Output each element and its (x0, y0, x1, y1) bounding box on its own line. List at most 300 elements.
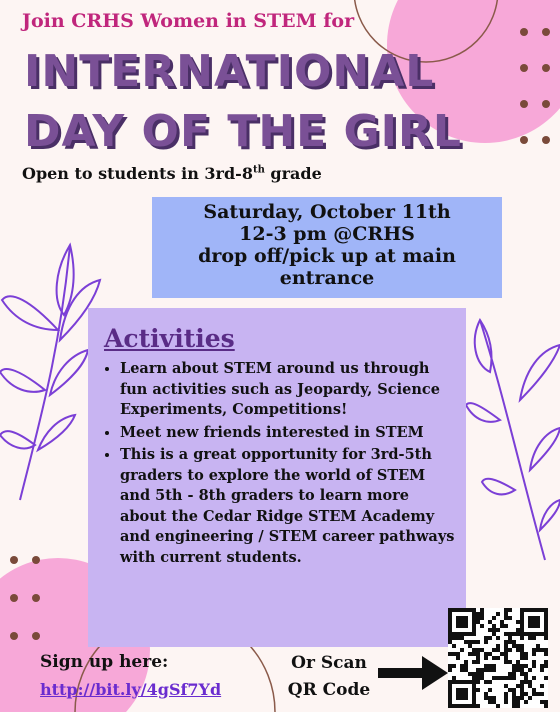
qr-module (456, 620, 460, 624)
qr-module (512, 688, 516, 692)
qr-module (472, 652, 476, 656)
qr-module (460, 688, 464, 692)
qr-module (472, 680, 476, 684)
qr-module (456, 616, 460, 620)
qr-module (532, 620, 536, 624)
qr-module (532, 648, 536, 652)
title-line-2: DAY OF THE GIRL (24, 106, 462, 157)
qr-module (532, 652, 536, 656)
qr-module (496, 704, 500, 708)
qr-module (476, 640, 480, 644)
qr-module (476, 612, 480, 616)
qr-module (508, 640, 512, 644)
qr-module (448, 680, 452, 684)
decor-dot (520, 28, 528, 36)
qr-module (484, 664, 488, 668)
qr-module (472, 624, 476, 628)
qr-module (460, 692, 464, 696)
qr-module (488, 700, 492, 704)
qr-module (472, 608, 476, 612)
decor-dot (32, 594, 40, 602)
qr-module (544, 624, 548, 628)
qr-module (472, 648, 476, 652)
qr-module (544, 652, 548, 656)
qr-module (516, 620, 520, 624)
qr-module (456, 608, 460, 612)
qr-module (492, 648, 496, 652)
qr-module (456, 692, 460, 696)
qr-module (540, 632, 544, 636)
qr-module (520, 636, 524, 640)
qr-module (512, 704, 516, 708)
scan-label-line-1: Or Scan (291, 653, 367, 673)
qr-module (508, 616, 512, 620)
qr-module (464, 680, 468, 684)
qr-module (448, 652, 452, 656)
signup-link[interactable]: http://bit.ly/4gSf7Yd (40, 680, 222, 699)
qr-module (516, 644, 520, 648)
qr-module (524, 656, 528, 660)
decor-dot (32, 632, 40, 640)
qr-module (488, 668, 492, 672)
qr-module (456, 632, 460, 636)
qr-module (496, 676, 500, 680)
leaf-branch-left-icon (0, 245, 100, 500)
qr-module (472, 620, 476, 624)
qr-module (516, 628, 520, 632)
qr-module (452, 608, 456, 612)
qr-module (504, 656, 508, 660)
qr-module (468, 608, 472, 612)
qr-module (512, 700, 516, 704)
qr-module (456, 652, 460, 656)
qr-module (448, 692, 452, 696)
decor-dot (10, 594, 18, 602)
qr-module (492, 700, 496, 704)
qr-module (476, 656, 480, 660)
qr-module (504, 652, 508, 656)
eligibility-text (22, 164, 322, 183)
activities-list (102, 359, 456, 568)
qr-module (528, 684, 532, 688)
qr-module (480, 648, 484, 652)
qr-module (492, 628, 496, 632)
qr-module (540, 648, 544, 652)
qr-module (460, 668, 464, 672)
qr-module (460, 616, 464, 620)
qr-module (532, 616, 536, 620)
qr-module (512, 664, 516, 668)
qr-module (536, 692, 540, 696)
event-date: Saturday, October 11th (203, 201, 451, 223)
qr-module (504, 660, 508, 664)
qr-module (512, 668, 516, 672)
qr-module (472, 692, 476, 696)
qr-module (464, 632, 468, 636)
qr-module (512, 676, 516, 680)
qr-module (488, 664, 492, 668)
qr-module (536, 608, 540, 612)
qr-module (500, 620, 504, 624)
qr-module (472, 616, 476, 620)
qr-module (480, 672, 484, 676)
qr-module (504, 612, 508, 616)
qr-module (492, 676, 496, 680)
qr-module (496, 644, 500, 648)
qr-module (520, 672, 524, 676)
qr-module (492, 696, 496, 700)
qr-module (544, 620, 548, 624)
qr-module (524, 700, 528, 704)
qr-module (520, 684, 524, 688)
qr-module (448, 636, 452, 640)
qr-module (484, 680, 488, 684)
qr-module (532, 624, 536, 628)
qr-module (492, 656, 496, 660)
list-item: • Meet new friends interested in STEM (120, 423, 456, 444)
qr-module (544, 612, 548, 616)
qr-module (460, 636, 464, 640)
qr-module (520, 664, 524, 668)
qr-module (544, 648, 548, 652)
scan-label (277, 650, 381, 704)
arrow-right-icon (378, 656, 448, 690)
qr-module (500, 676, 504, 680)
qr-module (512, 696, 516, 700)
qr-module (508, 660, 512, 664)
qr-module (504, 648, 508, 652)
qr-module (524, 608, 528, 612)
decor-dot (542, 136, 550, 144)
qr-module (528, 608, 532, 612)
qr-module (508, 636, 512, 640)
qr-module (448, 632, 452, 636)
qr-module (484, 656, 488, 660)
qr-module (480, 624, 484, 628)
list-item: • Learn about STEM around us through fun activities such as Jeopardy, Science Experiments, Competitions! (120, 359, 456, 421)
qr-module (512, 640, 516, 644)
eligibility-text-before: Open to students in 3rd-8 (22, 164, 253, 183)
qr-module (528, 680, 532, 684)
qr-module (544, 628, 548, 632)
qr-module (520, 628, 524, 632)
qr-module (456, 624, 460, 628)
qr-module (524, 676, 528, 680)
qr-module (528, 636, 532, 640)
qr-module (524, 632, 528, 636)
qr-module (500, 624, 504, 628)
qr-module (448, 624, 452, 628)
decor-dot (542, 64, 550, 72)
qr-module (484, 640, 488, 644)
qr-module (516, 668, 520, 672)
qr-module (476, 668, 480, 672)
qr-module (448, 616, 452, 620)
qr-module (456, 696, 460, 700)
event-details-box (152, 197, 502, 298)
qr-module (504, 644, 508, 648)
qr-module (532, 688, 536, 692)
qr-module (536, 616, 540, 620)
decor-dot (10, 556, 18, 564)
qr-module (488, 696, 492, 700)
qr-module (492, 664, 496, 668)
qr-module (540, 684, 544, 688)
qr-module (448, 684, 452, 688)
qr-module (448, 640, 452, 644)
qr-module (508, 608, 512, 612)
qr-module (472, 696, 476, 700)
qr-module (448, 668, 452, 672)
qr-module (448, 696, 452, 700)
qr-module (488, 620, 492, 624)
signup-label: Sign up here: (40, 652, 169, 672)
qr-module (524, 664, 528, 668)
title-line-1: INTERNATIONAL (24, 46, 435, 97)
qr-module (468, 704, 472, 708)
qr-module (452, 680, 456, 684)
qr-module (468, 672, 472, 676)
qr-module (452, 676, 456, 680)
qr-module (520, 624, 524, 628)
qr-module (544, 676, 548, 680)
qr-module (460, 696, 464, 700)
qr-module (448, 628, 452, 632)
qr-module (544, 704, 548, 708)
qr-module (476, 652, 480, 656)
decor-dot (32, 556, 40, 564)
qr-module (464, 608, 468, 612)
qr-module (504, 700, 508, 704)
qr-module (532, 692, 536, 696)
qr-module (520, 644, 524, 648)
qr-module (520, 696, 524, 700)
qr-module (504, 696, 508, 700)
qr-module (480, 616, 484, 620)
qr-module (464, 688, 468, 692)
qr-module (540, 608, 544, 612)
qr-module (520, 692, 524, 696)
qr-module (460, 624, 464, 628)
qr-module (520, 680, 524, 684)
qr-module (472, 676, 476, 680)
qr-module (476, 676, 480, 680)
qr-module (532, 632, 536, 636)
qr-module (484, 692, 488, 696)
qr-module (508, 688, 512, 692)
qr-module (456, 704, 460, 708)
qr-module (496, 628, 500, 632)
qr-module (488, 680, 492, 684)
qr-module (528, 632, 532, 636)
qr-module (476, 660, 480, 664)
qr-module (532, 636, 536, 640)
qr-module (476, 648, 480, 652)
qr-module (464, 640, 468, 644)
qr-module (544, 660, 548, 664)
qr-module (448, 688, 452, 692)
qr-module (460, 632, 464, 636)
qr-module (456, 636, 460, 640)
qr-module (504, 684, 508, 688)
qr-module (524, 652, 528, 656)
decor-dot (10, 632, 18, 640)
qr-module (464, 668, 468, 672)
qr-module (516, 660, 520, 664)
qr-module (528, 624, 532, 628)
qr-module (524, 672, 528, 676)
qr-module (520, 688, 524, 692)
qr-module (532, 664, 536, 668)
qr-module (508, 672, 512, 676)
qr-module (520, 656, 524, 660)
decor-dot (542, 100, 550, 108)
qr-module (544, 608, 548, 612)
eligibility-superscript: th (252, 164, 265, 176)
qr-module (452, 636, 456, 640)
qr-module (508, 648, 512, 652)
qr-module (536, 624, 540, 628)
qr-code-icon[interactable] (448, 608, 548, 708)
event-time-place: 12-3 pm @CRHS (239, 223, 415, 245)
qr-module (460, 620, 464, 624)
decor-dot (520, 100, 528, 108)
qr-module (468, 644, 472, 648)
activities-box (88, 308, 466, 647)
qr-module (484, 636, 488, 640)
qr-module (528, 620, 532, 624)
qr-module (536, 620, 540, 624)
qr-module (540, 700, 544, 704)
qr-module (512, 632, 516, 636)
qr-module (460, 648, 464, 652)
qr-module (492, 668, 496, 672)
qr-module (488, 628, 492, 632)
qr-module (480, 612, 484, 616)
qr-module (496, 612, 500, 616)
qr-module (480, 608, 484, 612)
qr-module (464, 620, 468, 624)
qr-module (464, 696, 468, 700)
qr-module (492, 632, 496, 636)
qr-module (464, 704, 468, 708)
qr-module (468, 680, 472, 684)
qr-module (516, 684, 520, 688)
qr-module (472, 660, 476, 664)
qr-module (512, 692, 516, 696)
qr-module (524, 680, 528, 684)
list-item: • This is a great opportunity for 3rd-5th graders to explore the world of STEM and 5th - 8th graders to learn more about the Cedar Ridge STEM Academy and engineering / STEM career pathways with current students. (120, 445, 456, 568)
qr-module (528, 616, 532, 620)
qr-module (544, 632, 548, 636)
qr-module (544, 616, 548, 620)
qr-module (448, 612, 452, 616)
qr-module (520, 620, 524, 624)
qr-module (448, 608, 452, 612)
qr-module (544, 664, 548, 668)
qr-module (464, 624, 468, 628)
qr-module (520, 668, 524, 672)
qr-module (476, 704, 480, 708)
qr-module (448, 704, 452, 708)
qr-module (472, 612, 476, 616)
qr-module (520, 652, 524, 656)
qr-module (520, 648, 524, 652)
qr-module (532, 660, 536, 664)
qr-module (504, 608, 508, 612)
qr-module (480, 676, 484, 680)
event-dropoff-line-1: drop off/pick up at main (198, 245, 456, 267)
qr-module (540, 692, 544, 696)
qr-module (496, 648, 500, 652)
decor-dot (542, 28, 550, 36)
qr-module (528, 668, 532, 672)
qr-module (460, 704, 464, 708)
qr-module (532, 676, 536, 680)
qr-module (504, 632, 508, 636)
qr-module (504, 640, 508, 644)
leaf-branch-right-icon (466, 320, 560, 560)
qr-module (476, 672, 480, 676)
qr-module (464, 616, 468, 620)
qr-module (472, 628, 476, 632)
qr-module (472, 640, 476, 644)
qr-module (460, 680, 464, 684)
qr-module (472, 688, 476, 692)
scan-label-line-2: QR Code (287, 680, 371, 700)
qr-module (476, 616, 480, 620)
qr-module (516, 704, 520, 708)
activities-heading: Activities (104, 324, 235, 353)
qr-module (456, 656, 460, 660)
qr-module (492, 624, 496, 628)
qr-module (516, 700, 520, 704)
qr-module (472, 700, 476, 704)
qr-module (540, 668, 544, 672)
eligibility-text-after: grade (264, 164, 322, 183)
qr-module (468, 632, 472, 636)
qr-module (480, 668, 484, 672)
qr-module (456, 680, 460, 684)
qr-module (520, 608, 524, 612)
qr-module (472, 704, 476, 708)
qr-module (448, 620, 452, 624)
qr-module (456, 688, 460, 692)
qr-module (468, 652, 472, 656)
qr-module (544, 636, 548, 640)
event-dropoff-line-2: entrance (279, 267, 375, 289)
qr-module (476, 688, 480, 692)
qr-module (520, 616, 524, 620)
qr-module (448, 700, 452, 704)
qr-module (488, 688, 492, 692)
qr-module (452, 704, 456, 708)
qr-module (476, 680, 480, 684)
qr-module (468, 640, 472, 644)
qr-module (488, 636, 492, 640)
qr-module (536, 632, 540, 636)
qr-module (484, 652, 488, 656)
qr-module (484, 696, 488, 700)
qr-module (476, 620, 480, 624)
qr-module (472, 672, 476, 676)
qr-module (464, 692, 468, 696)
qr-module (484, 668, 488, 672)
qr-module (528, 696, 532, 700)
qr-module (452, 652, 456, 656)
qr-module (532, 608, 536, 612)
qr-module (540, 664, 544, 668)
